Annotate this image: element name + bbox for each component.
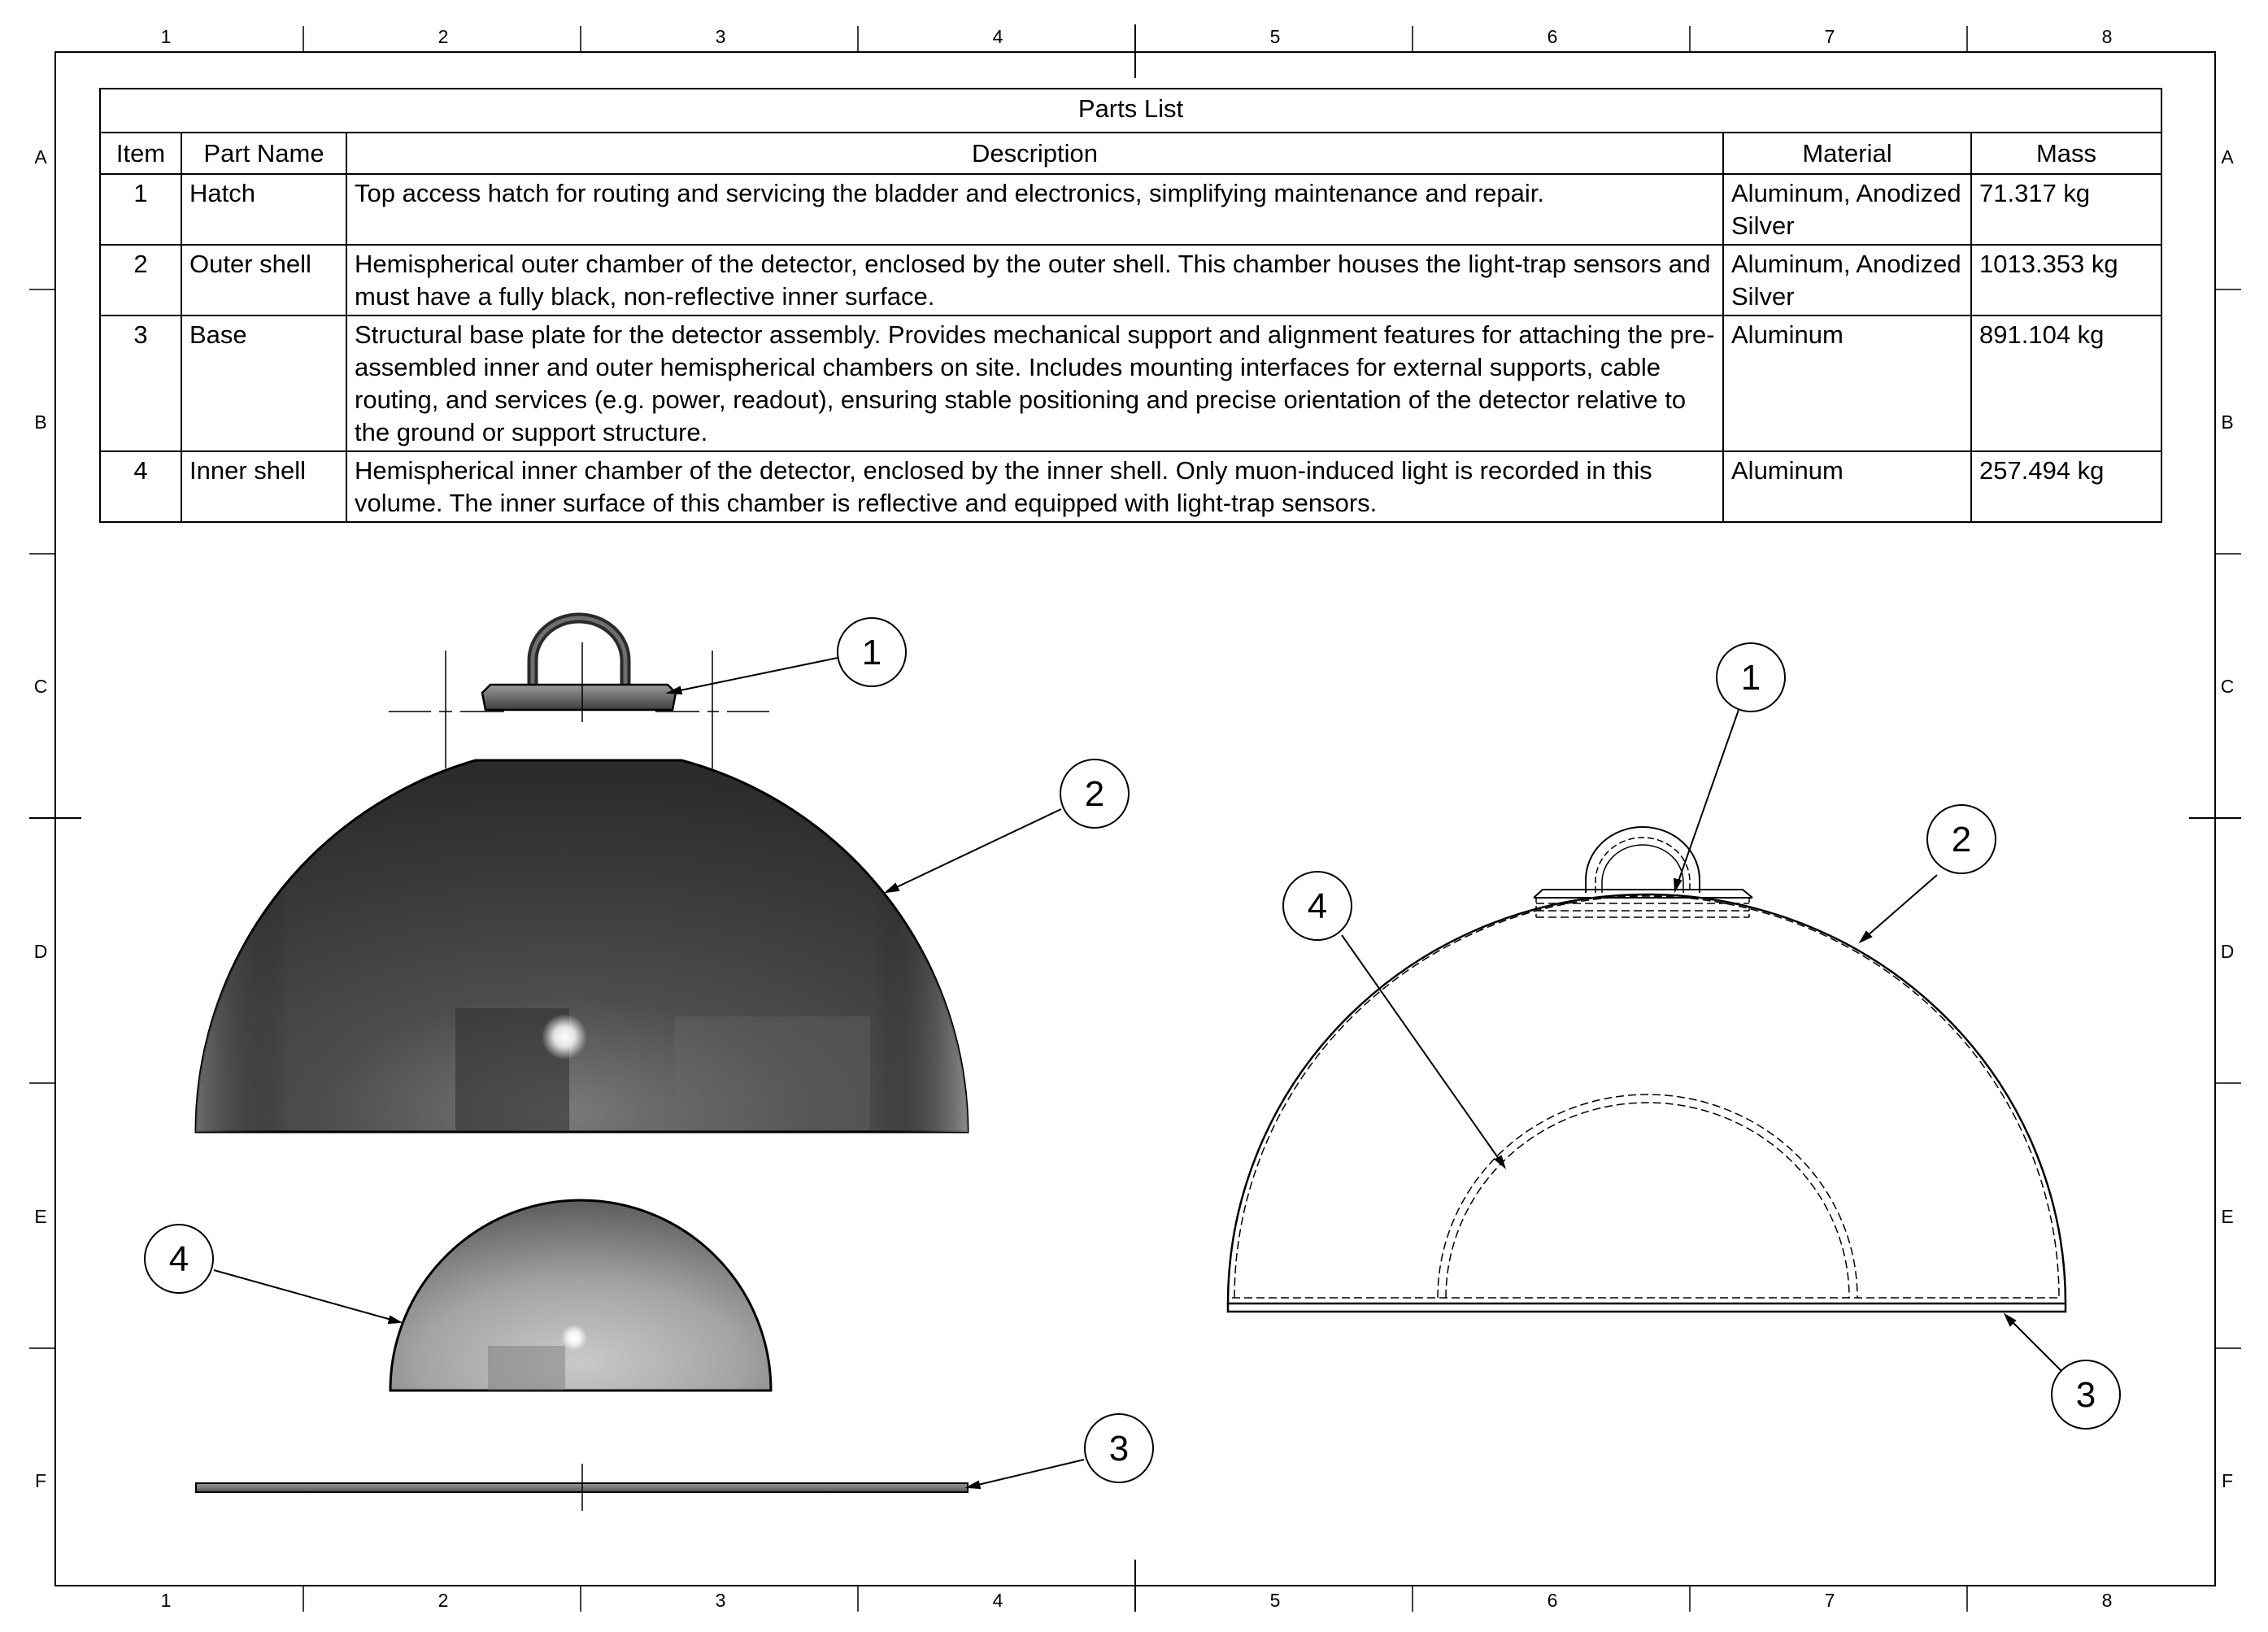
zone-col-8: 8 [2101, 26, 2113, 47]
exploded-balloon-2 [1060, 759, 1129, 828]
row-3-part-name: Base [181, 316, 346, 451]
zone-row-a: A [34, 146, 47, 168]
zone-row-d: D [33, 941, 48, 962]
assembly-balloon-3 [2052, 1360, 2120, 1429]
zone-col-3-bottom: 3 [715, 1590, 726, 1611]
zone-row-e: E [34, 1206, 47, 1227]
hatch-render [482, 618, 676, 710]
header-material: Material [1723, 133, 1971, 174]
row-2-part-name: Outer shell [181, 245, 346, 316]
zone-col-7-bottom: 7 [1824, 1590, 1835, 1611]
exploded-balloon-1 [838, 618, 906, 686]
assembly-balloon-2 [1927, 805, 1996, 873]
zone-row-c-right: C [2220, 676, 2235, 697]
assembly-balloon-2-label: 2 [1951, 820, 1972, 860]
parts-list-table [99, 88, 2162, 523]
zone-row-c: C [33, 676, 48, 697]
header-description: Description [346, 133, 1723, 174]
row-1-item: 1 [100, 174, 181, 245]
assembly-balloon-1 [1717, 643, 1785, 712]
zone-col-1: 1 [160, 26, 172, 47]
row-2-material: Aluminum, Anodized Silver [1723, 245, 1971, 316]
outer-shell-render [196, 760, 968, 1132]
assembly-balloon-1-label: 1 [1740, 658, 1761, 698]
header-item: Item [100, 133, 181, 174]
zone-col-1-bottom: 1 [160, 1590, 172, 1611]
exploded-balloon-3 [1085, 1414, 1153, 1482]
row-3-description: Structural base plate for the detector assembly. Provides mechanical support and alignment features for attaching the pre-assembled inner and outer hemispherical chambers on site. Includes mounting interfaces for external supports, cable routing, and services (e.g. power, readout), ensuring stable positioning and precise orientation of the detector relative to the ground or support structure. [346, 316, 1723, 451]
parts-list-header-row [100, 133, 2161, 174]
exploded-balloon-1-label: 1 [861, 633, 882, 672]
zone-row-e-right: E [2221, 1206, 2234, 1227]
row-1-description: Top access hatch for routing and servicing the bladder and electronics, simplifying maintenance and repair. [346, 174, 1723, 245]
header-mass: Mass [1971, 133, 2161, 174]
row-4-part-name: Inner shell [181, 451, 346, 522]
assembly-balloon-3-label: 3 [2075, 1375, 2096, 1415]
exploded-balloon-4-label: 4 [168, 1239, 189, 1279]
table-row [100, 245, 2161, 316]
row-3-item: 3 [100, 316, 181, 451]
base-plate-render [196, 1464, 968, 1511]
exploded-balloon-4 [145, 1225, 213, 1293]
row-3-mass: 891.104 kg [1971, 316, 2161, 451]
zone-row-a-right: A [2221, 146, 2234, 168]
zone-col-5-bottom: 5 [1269, 1590, 1281, 1611]
row-1-material: Aluminum, Anodized Silver [1723, 174, 1971, 245]
zone-col-5: 5 [1269, 26, 1281, 47]
zone-col-4-bottom: 4 [992, 1590, 1003, 1611]
parts-list-title: Parts List [100, 89, 2161, 133]
zone-col-6-bottom: 6 [1547, 1590, 1558, 1611]
assembly-view [1228, 827, 2066, 1312]
assembly-balloon-4-label: 4 [1307, 886, 1328, 926]
row-4-item: 4 [100, 451, 181, 522]
table-row [100, 451, 2161, 522]
zone-col-7: 7 [1824, 26, 1835, 47]
row-2-mass: 1013.353 kg [1971, 245, 2161, 316]
exploded-balloon-2-label: 2 [1084, 774, 1105, 814]
row-2-item: 2 [100, 245, 181, 316]
table-row [100, 316, 2161, 451]
zone-col-4: 4 [992, 26, 1003, 47]
zone-col-3: 3 [715, 26, 726, 47]
row-1-mass: 71.317 kg [1971, 174, 2161, 245]
zone-row-f-right: F [2221, 1470, 2234, 1491]
inner-shell-render [390, 1200, 771, 1390]
zone-col-8-bottom: 8 [2101, 1590, 2113, 1611]
zone-row-b-right: B [2221, 411, 2234, 433]
row-3-material: Aluminum [1723, 316, 1971, 451]
zone-row-f: F [34, 1470, 47, 1491]
row-4-material: Aluminum [1723, 451, 1971, 522]
header-part-name: Part Name [181, 133, 346, 174]
zone-row-b: B [34, 411, 47, 433]
row-4-description: Hemispherical inner chamber of the detector, enclosed by the inner shell. Only muon-induced light is recorded in this volume. The inner surface of this chamber is reflective and equipped with light-trap sensors. [346, 451, 1723, 522]
row-1-part-name: Hatch [181, 174, 346, 245]
exploded-balloon-3-label: 3 [1108, 1429, 1130, 1469]
zone-col-2-bottom: 2 [437, 1590, 449, 1611]
row-4-mass: 257.494 kg [1971, 451, 2161, 522]
zone-col-2: 2 [437, 26, 449, 47]
table-row [100, 174, 2161, 245]
row-2-description: Hemispherical outer chamber of the detector, enclosed by the outer shell. This chamber houses the light-trap sensors and must have a fully black, non-reflective inner surface. [346, 245, 1723, 316]
zone-col-6: 6 [1547, 26, 1558, 47]
zone-row-d-right: D [2220, 941, 2235, 962]
assembly-balloon-4 [1283, 872, 1352, 940]
